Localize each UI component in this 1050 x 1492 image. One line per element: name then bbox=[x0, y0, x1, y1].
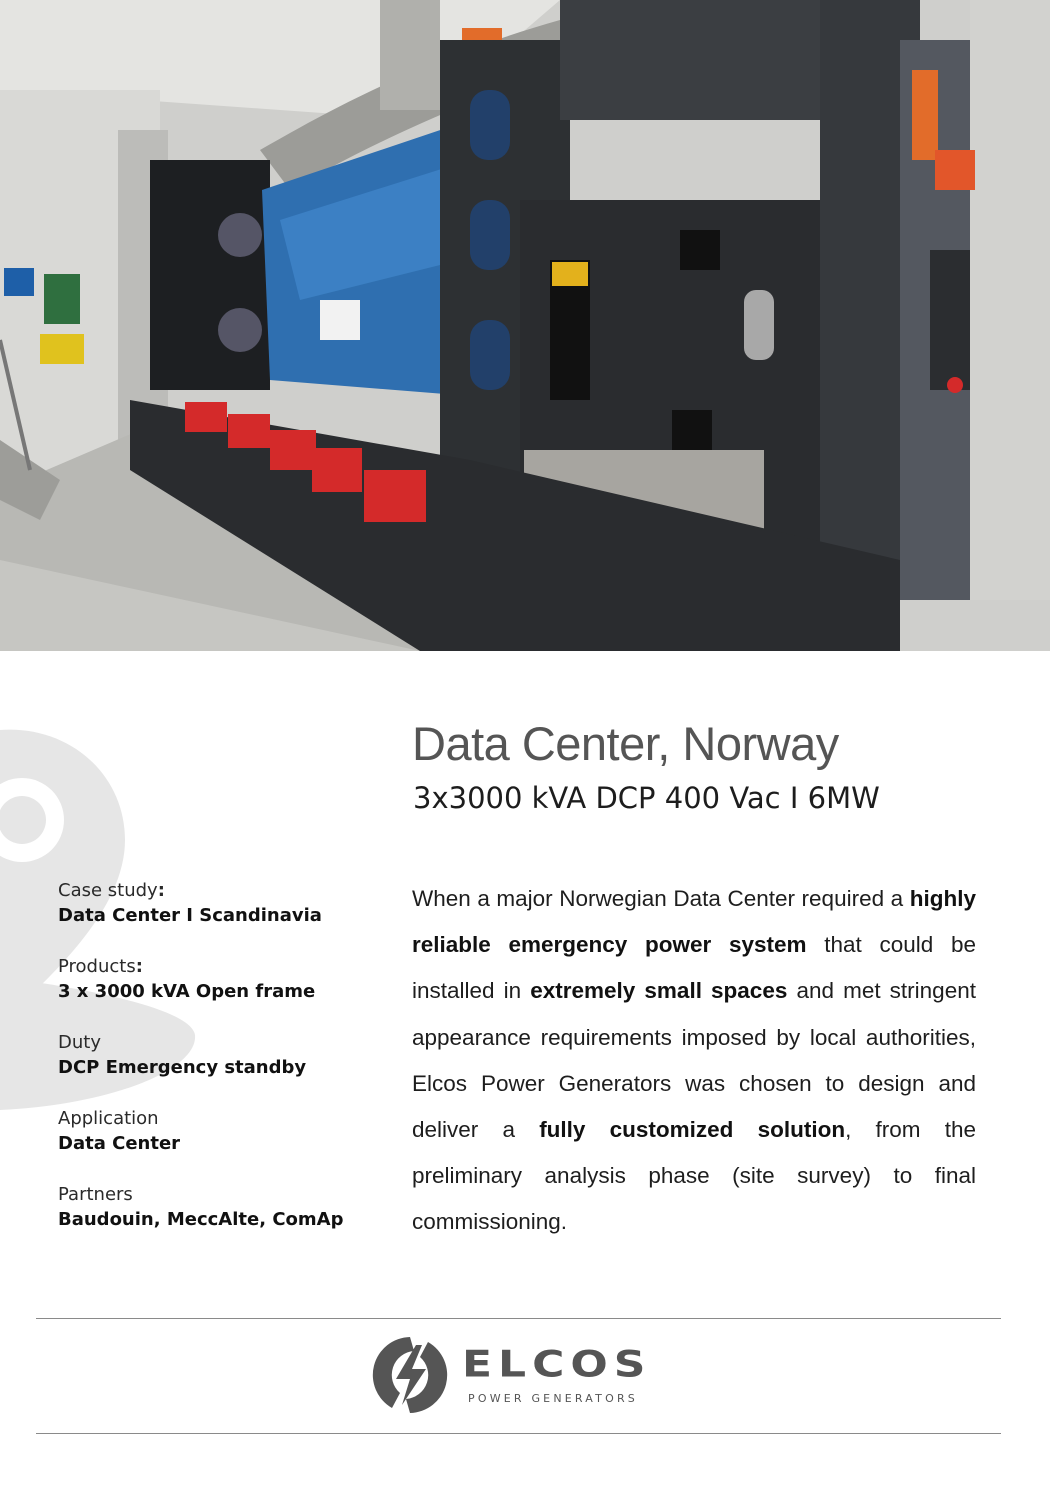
fact-colon: : bbox=[157, 880, 165, 901]
fact-products bbox=[58, 955, 378, 1031]
fact-label: Partners bbox=[58, 1184, 133, 1205]
footer-divider-top bbox=[36, 1318, 1001, 1319]
fact-value: Data Center bbox=[58, 1133, 181, 1154]
footer-divider-bottom bbox=[36, 1433, 1001, 1434]
fact-case-study bbox=[58, 879, 378, 955]
fact-colon: : bbox=[135, 956, 143, 977]
lightning-bolt-logo-icon bbox=[370, 1335, 450, 1415]
generator-room-illustration bbox=[0, 0, 1050, 651]
fact-value: Baudouin, MeccAlte, ComAp bbox=[58, 1209, 344, 1230]
fact-value: Data Center I Scandinavia bbox=[58, 905, 322, 926]
body-text-part: that could be installed in bbox=[412, 932, 976, 1004]
fact-value: DCP Emergency standby bbox=[58, 1057, 307, 1078]
fact-application bbox=[58, 1107, 378, 1183]
fact-label: Duty bbox=[58, 1032, 101, 1053]
case-study-description bbox=[412, 876, 976, 1246]
body-bold-part: extremely small spaces bbox=[530, 978, 788, 1004]
body-bold-part: fully customized solution bbox=[539, 1117, 846, 1143]
fact-partners bbox=[58, 1183, 378, 1259]
hero-photo bbox=[0, 0, 1050, 651]
fact-duty bbox=[58, 1031, 378, 1107]
body-bold-part: highly reliable emergency power system bbox=[412, 886, 976, 958]
fact-label: Products bbox=[58, 956, 136, 977]
body-text-part: , from the preliminary analysis phase (site survey) to final commissioning. bbox=[412, 1117, 977, 1235]
page-subtitle: 3x3000 kVA DCP 400 Vac I 6MW bbox=[413, 781, 880, 815]
facts-sidebar bbox=[58, 879, 378, 1259]
fact-label: Application bbox=[58, 1108, 159, 1129]
body-text-part: and met stringent appearance requirements imposed by local authorities, Elcos Power Generators was chosen to design and deliver a bbox=[412, 978, 976, 1143]
body-text-part: When a major Norwegian Data Center required a bbox=[412, 886, 910, 911]
company-logo-tagline: POWER GENERATORS bbox=[468, 1392, 638, 1405]
company-logo-wordmark: ELCOS bbox=[462, 1343, 652, 1386]
fact-value: 3 x 3000 kVA Open frame bbox=[58, 981, 316, 1002]
fact-label: Case study bbox=[58, 880, 158, 901]
page-title: Data Center, Norway bbox=[412, 717, 839, 770]
